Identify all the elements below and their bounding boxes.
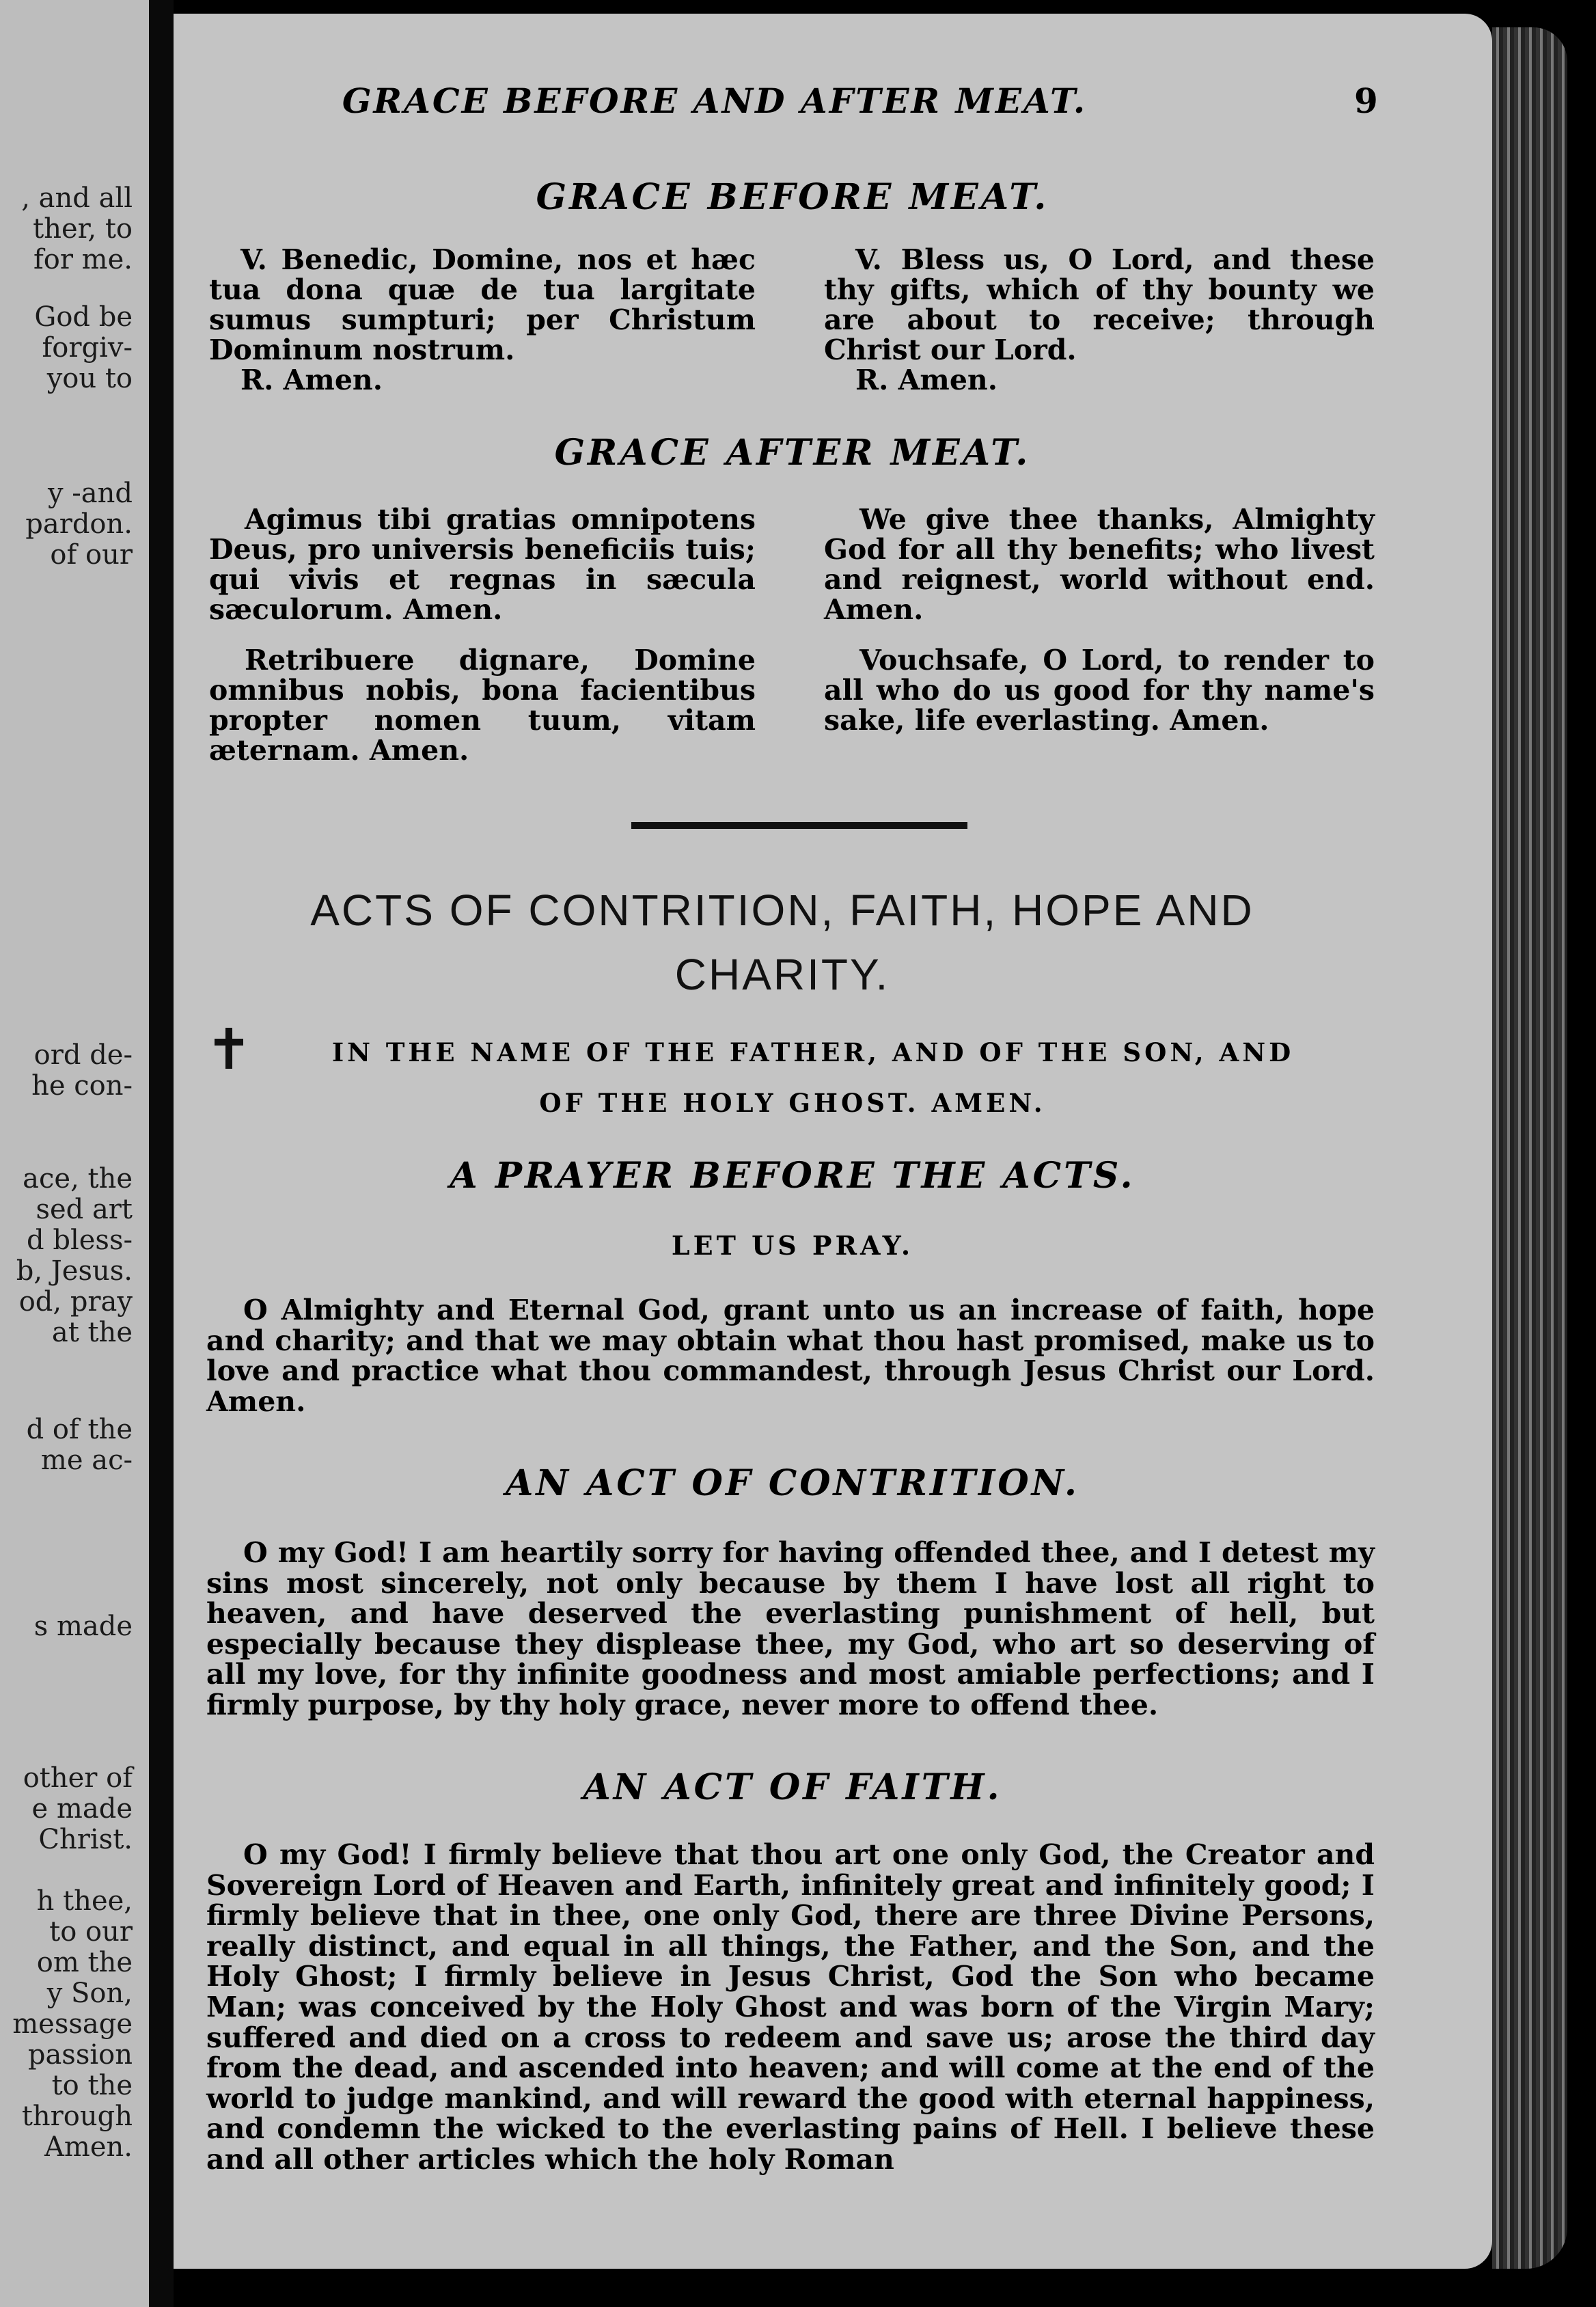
left-page-fragment: passion xyxy=(27,2039,133,2071)
grace-after-heading: GRACE AFTER MEAT. xyxy=(554,432,1031,474)
left-page-fragment: d of the xyxy=(26,1414,133,1445)
left-page-fragment: through xyxy=(21,2101,133,2132)
left-page-fragment: you to xyxy=(46,363,133,394)
left-facing-page xyxy=(0,0,149,2307)
left-page-fragment: , and all xyxy=(21,182,133,214)
left-page-fragment: to the xyxy=(51,2070,133,2101)
grace-after-english xyxy=(824,504,1375,745)
left-page-fragment: e made xyxy=(31,1793,133,1825)
running-head: GRACE BEFORE AND AFTER MEAT. xyxy=(342,81,1088,121)
left-page-fragment: od, pray xyxy=(18,1286,133,1318)
page-edges xyxy=(1492,27,1567,2269)
left-page-fragment: sed art xyxy=(36,1194,133,1225)
left-page-fragment: ace, the xyxy=(23,1163,133,1195)
left-page-fragment: Amen. xyxy=(44,2131,133,2163)
grace-before-english xyxy=(824,245,1375,405)
act-of-contrition-heading: AN ACT OF CONTRITION. xyxy=(506,1462,1079,1504)
left-page-fragment: me ac- xyxy=(40,1445,133,1476)
left-page-fragment: at the xyxy=(51,1317,133,1348)
acts-title-line-1: ACTS OF CONTRITION, FAITH, HOPE AND xyxy=(310,886,1254,935)
grace-before-latin xyxy=(209,245,756,405)
left-page-fragment: to our xyxy=(49,1916,133,1948)
page-number: 9 xyxy=(1354,81,1378,121)
left-page-fragment: message xyxy=(12,2008,133,2040)
english-prayer-1: We give thee thanks, Almighty God for all thy benefits; who livest and reignest, world without end. Amen. xyxy=(824,503,1375,626)
let-us-pray: LET US PRAY. xyxy=(671,1230,914,1261)
english-response: R. Amen. xyxy=(855,364,998,396)
left-page-fragment: s made xyxy=(33,1611,133,1642)
left-page-fragment: pardon. xyxy=(25,508,133,540)
english-versicle: V. Bless us, O Lord, and these thy gifts, which of thy bounty we are about to receive; through Christ our Lord. xyxy=(824,243,1375,366)
left-page-fragment: d bless- xyxy=(27,1225,133,1256)
left-page-fragment: h thee, xyxy=(36,1885,133,1917)
sign-of-cross-line-2: OF THE HOLY GHOST. AMEN. xyxy=(539,1088,1046,1118)
left-page-fragment: om the xyxy=(36,1947,133,1978)
grace-before-heading: GRACE BEFORE MEAT. xyxy=(536,176,1049,218)
sign-of-cross-line-1: IN THE NAME OF THE FATHER, AND OF THE SON, AND xyxy=(331,1037,1295,1067)
left-page-fragment: y -and xyxy=(47,478,133,509)
left-page-fragment: forgiv- xyxy=(42,332,133,364)
prayer-before-acts-text: O Almighty and Eternal God, grant unto us an increase of faith, hope and charity; and that we may obtain what thou hast promised, make us to love and practice what thou commandest, through Jesus Christ our Lord. Amen. xyxy=(206,1294,1375,1418)
acts-title-line-2: CHARITY. xyxy=(674,950,890,999)
left-page-fragment: ord de- xyxy=(33,1039,133,1071)
act-of-contrition-text: O my God! I am heartily sorry for having offended thee, and I detest my sins most sincerely, not only because by them I have lost all right to heaven, and have deserved the everlasting punishment of hell, but especially because they displease thee, my God, who art so deserving of all my love, for thy infinite goodness and most amiable perfections; and I firmly purpose, by thy holy grace, never more to offend thee. xyxy=(206,1536,1375,1721)
prayer-before-acts-heading: A PRAYER BEFORE THE ACTS. xyxy=(450,1155,1136,1197)
acts-title xyxy=(225,878,1339,1007)
left-page-fragment: for me. xyxy=(33,244,133,275)
latin-versicle: V. Benedic, Domine, nos et hæc tua dona quæ de tua largitate sumus sumpturi; per Christum Dominum nostrum. xyxy=(209,243,756,366)
act-of-faith-text: O my God! I firmly believe that thou art one only God, the Creator and Sovereign Lord of Heaven and Earth, infinitely great and infinitely good; I firmly believe that in thee, one only God, there are three Divine Persons, really distinct, and equal in all things, the Father, and the Son, and the Holy Ghost; I firmly believe in Jesus Christ, God the Son who became Man; was conceived by the Holy Ghost and was born of the Virgin Mary; suffered and died on a cross to redeem and save us; arose the third day from the dead, and ascended into heaven; and will come at the end of the world to judge mankind, and will reward the good with eternal happiness, and condemn the wicked to the everlasting pains of Hell. I believe these and all other articles which the holy Roman xyxy=(206,1838,1375,2176)
latin-prayer-2: Retribuere dignare, Domine omnibus nobis, bona facientibus propter nomen tuum, vitam æternam. Amen. xyxy=(209,644,756,767)
section-divider xyxy=(631,822,967,829)
left-page-fragment: God be xyxy=(34,301,133,333)
left-page-fragment: y Son, xyxy=(46,1978,133,2009)
left-page-fragment: of our xyxy=(50,539,133,571)
left-page-fragment: Christ. xyxy=(38,1824,133,1855)
left-page-fragment: ther, to xyxy=(33,213,133,245)
latin-prayer-1: Agimus tibi gratias omnipotens Deus, pro universis beneficiis tuis; qui vivis et regnas in sæcula sæculorum. Amen. xyxy=(209,503,756,626)
act-of-faith-heading: AN ACT OF FAITH. xyxy=(583,1766,1002,1808)
left-page-fragment: b, Jesus. xyxy=(16,1255,133,1287)
grace-after-latin xyxy=(209,504,756,775)
left-page-fragment: he con- xyxy=(31,1070,133,1102)
book-gutter xyxy=(149,0,174,2307)
cross-icon xyxy=(212,1026,246,1070)
english-prayer-2: Vouchsafe, O Lord, to render to all who do us good for thy name's sake, life everlasting. Amen. xyxy=(824,644,1375,737)
left-page-fragment: other of xyxy=(23,1762,133,1794)
latin-response: R. Amen. xyxy=(240,364,383,396)
